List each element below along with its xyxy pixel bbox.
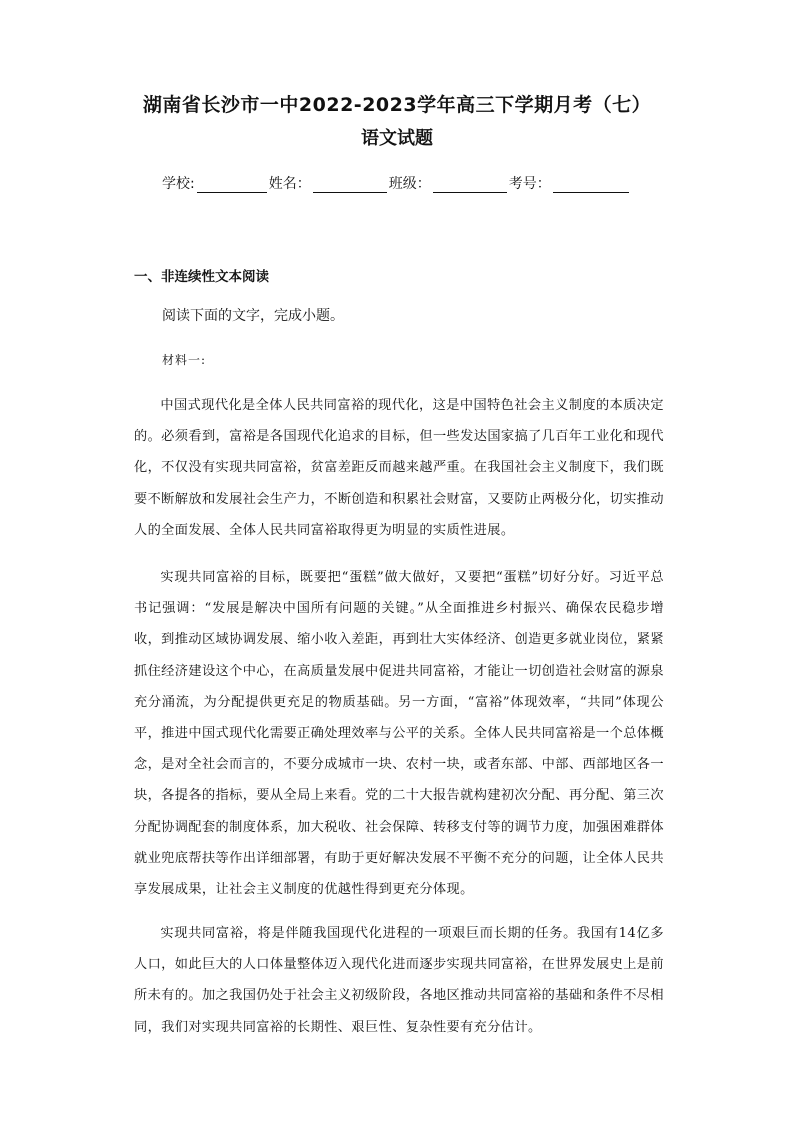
passage-paragraph: 实现共同富裕，将是伴随我国现代化进程的一项艰巨而长期的任务。我国有14亿多人口，如此巨大的人口体量整体迈入现代化进而逐步实现共同富裕，在世界发展史上是前所未有的。加之我国仍处于社会主义初级阶段，各地区推动共同富裕的基础和条件不尽相同，我们对实现共同富裕的长期性、艰巨性、复杂性要有充分估计。 (134, 926, 664, 1035)
section-heading: 一、非连续性文本阅读 (134, 269, 269, 285)
student-info-row (162, 173, 631, 193)
exam-subtitle: 语文试题 (361, 128, 433, 149)
school-blank[interactable] (197, 178, 267, 193)
name-blank[interactable] (313, 178, 387, 193)
exam-number-label: 考号： (508, 176, 551, 192)
material-label: 材料一: (162, 353, 207, 367)
school-label: 学校: (162, 176, 195, 192)
passage-paragraph: 中国式现代化是全体人民共同富裕的现代化，这是中国特色社会主义制度的本质决定的。必须看到，富裕是各国现代化追求的目标，但一些发达国家搞了几百年工业化和现代化，不仅没有实现共同富裕，贫富差距反而越来越严重。在我国社会主义制度下，我们既要不断解放和发展社会生产力，不断创造和积累社会财富，又要防止两极分化，切实推动人的全面发展、全体人民共同富裕取得更为明显的实质性进展。 (134, 398, 664, 538)
exam-title: 湖南省长沙市一中2022-2023学年高三下学期月考（七） (142, 94, 652, 116)
exam-number-blank[interactable] (553, 178, 629, 193)
name-label: 姓名： (268, 176, 311, 192)
passage-paragraph: 实现共同富裕的目标，既要把“蛋糕”做大做好，又要把“蛋糕”切好分好。习近平总书记强调：“发展是解决中国所有问题的关键。”从全面推进乡村振兴、确保农民稳步增收，到推动区域协调发展、缩小收入差距，再到壮大实体经济、创造更多就业岗位，紧紧抓住经济建设这个中心，在高质量发展中促进共同富裕，才能让一切创造社会财富的源泉充分涌流，为分配提供更充足的物质基础。另一方面，“富裕”体现效率，“共同”体现公平，推进中国式现代化需要正确处理效率与公平的关系。全体人民共同富裕是一个总体概念，是对全社会而言的，不要分成城市一块、农村一块，或者东部、中部、西部地区各一块，各提各的指标，要从全局上来看。党的二十大报告就构建初次分配、再分配、第三次分配协调配套的制度体系，加大税收、社会保障、转移支付等的调节力度，加强困难群体就业兜底帮扶等作出详细部署，有助于更好解决发展不平衡不充分的问题，让全体人民共享发展成果，让社会主义制度的优越性得到更充分体现。 (134, 570, 664, 898)
reading-instruction: 阅读下面的文字，完成小题。 (162, 308, 344, 324)
class-label: 班级： (388, 176, 431, 192)
class-blank[interactable] (433, 178, 507, 193)
